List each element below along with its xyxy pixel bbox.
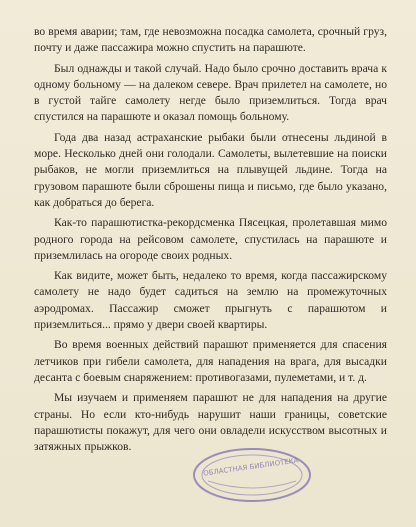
paragraph-7: Мы изучаем и применяем парашют не для нападения на другие страны. Но если кто-нибудь нарушит наши границы, советские парашютисты покажут, для чего они овладели искусством высотных и затяжных прыжков. <box>34 391 387 454</box>
page-text <box>34 24 387 459</box>
library-stamp-graphic <box>190 445 314 505</box>
paragraph-6: Во время военных действий парашют применяется для спасения летчиков при гибели самолета, для нападения на врага, для высадки десанта с боевым снаряжением: противогазами, пулеметами, и т. д. <box>34 338 387 384</box>
stamp-text: ОБЛАСТНАЯ БИБЛИОТЕКА <box>202 456 299 478</box>
paragraph-5: Как видите, может быть, недалеко то время, когда пассажирскому самолету не надо будет садиться на землю на промежуточных аэродромах. Пассажир сможет прыгнуть с парашютом и приземлиться... прямо у двери своей квартиры. <box>34 269 387 332</box>
paragraph-2: Был однажды и такой случай. Надо было срочно доставить врача к одному больному — на далеком севере. Врач прилетел на самолете, но в густой тайге самолету негде было приземлиться. Тогда врач спустился на парашюте и оказал помощь больному. <box>34 61 387 124</box>
paragraph-3: Года два назад астраханские рыбаки были отнесены льдиной в море. Несколько дней они голодали. Самолеты, вылетевшие на поиски рыбаков, не могли приземлиться на плывущей льдине. Тогда на грузовом парашюте были сброшены пища и письмо, где было указано, как добраться до берега. <box>34 130 387 209</box>
paragraph-4: Как-то парашютистка-рекордсменка Пясецкая, пролетавшая мимо родного города на рейсовом самолете, спустилась на парашюте и приземлилась на огороде своих родных. <box>34 216 387 262</box>
library-stamp <box>190 445 314 505</box>
paragraph-1: во время аварии; там, где невозможна посадка самолета, срочный груз, почту и даже пассажира можно спустить на парашюте. <box>34 25 387 55</box>
